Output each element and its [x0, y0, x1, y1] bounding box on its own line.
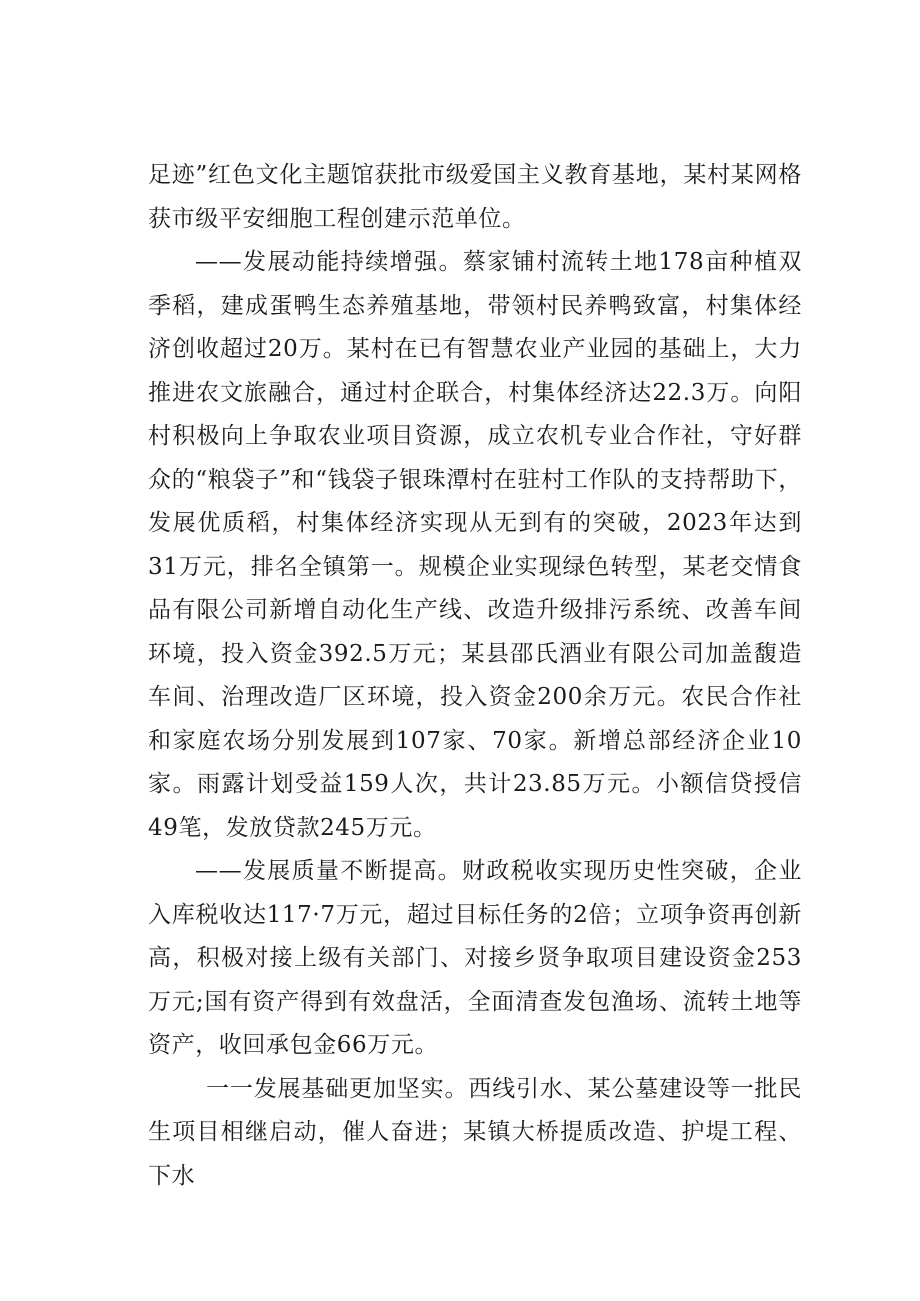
- paragraph-development-foundation: 一一发展基础更加坚实。西线引水、某公墓建设等一批民生项目相继启动，催人奋进；某镇大桥提质改造、护堤工程、下水: [148, 1075, 802, 1189]
- paragraph-development-momentum: ——发展动能持续增强。蔡家铺村流转土地178亩种植双季稻，建成蛋鸭生态养殖基地，带领村民养鸭致富，村集体经济创收超过20万。某村在已有智慧农业产业园的基础上，大力推进农文旅融合，通过村企联合，村集体经济达22.3万。向阳村积极向上争取农业项目资源，成立农机专业合作社，守好群众的“粮袋子”和“钱袋子银珠潭村在驻村工作队的支持帮助下，发展优质稻，村集体经济实现从无到有的突破，2023年达到31万元，排名全镇第一。规模企业实现绿色转型，某老交情食品有限公司新增自动化生产线、改造升级排污系统、改善车间环境，投入资金392.5万元；某县邵氏酒业有限公司加盖馥造车间、治理改造厂区环境，投入资金200余万元。农民合作社和家庭农场分别发展到107家、70家。新增总部经济企业10家。雨露计划受益159人次，共计23.85万元。小额信贷授信49笔，发放贷款245万元。: [148, 249, 802, 841]
- paragraph-continuation: 足迹”红色文化主题馆获批市级爱国主义教育基地，某村某网格获市级平安细胞工程创建示范单位。: [148, 162, 802, 232]
- paragraph-development-quality: ——发展质量不断提高。财政税收实现历史性突破，企业入库税收达117·7万元，超过目标任务的2倍；立项争资再创新高，积极对接上级有关部门、对接乡贤争取项目建设资金253万元;国有资产得到有效盘活，全面清查发包渔场、流转土地等资产，收回承包金66万元。: [148, 858, 802, 1058]
- document-body: [148, 154, 802, 1198]
